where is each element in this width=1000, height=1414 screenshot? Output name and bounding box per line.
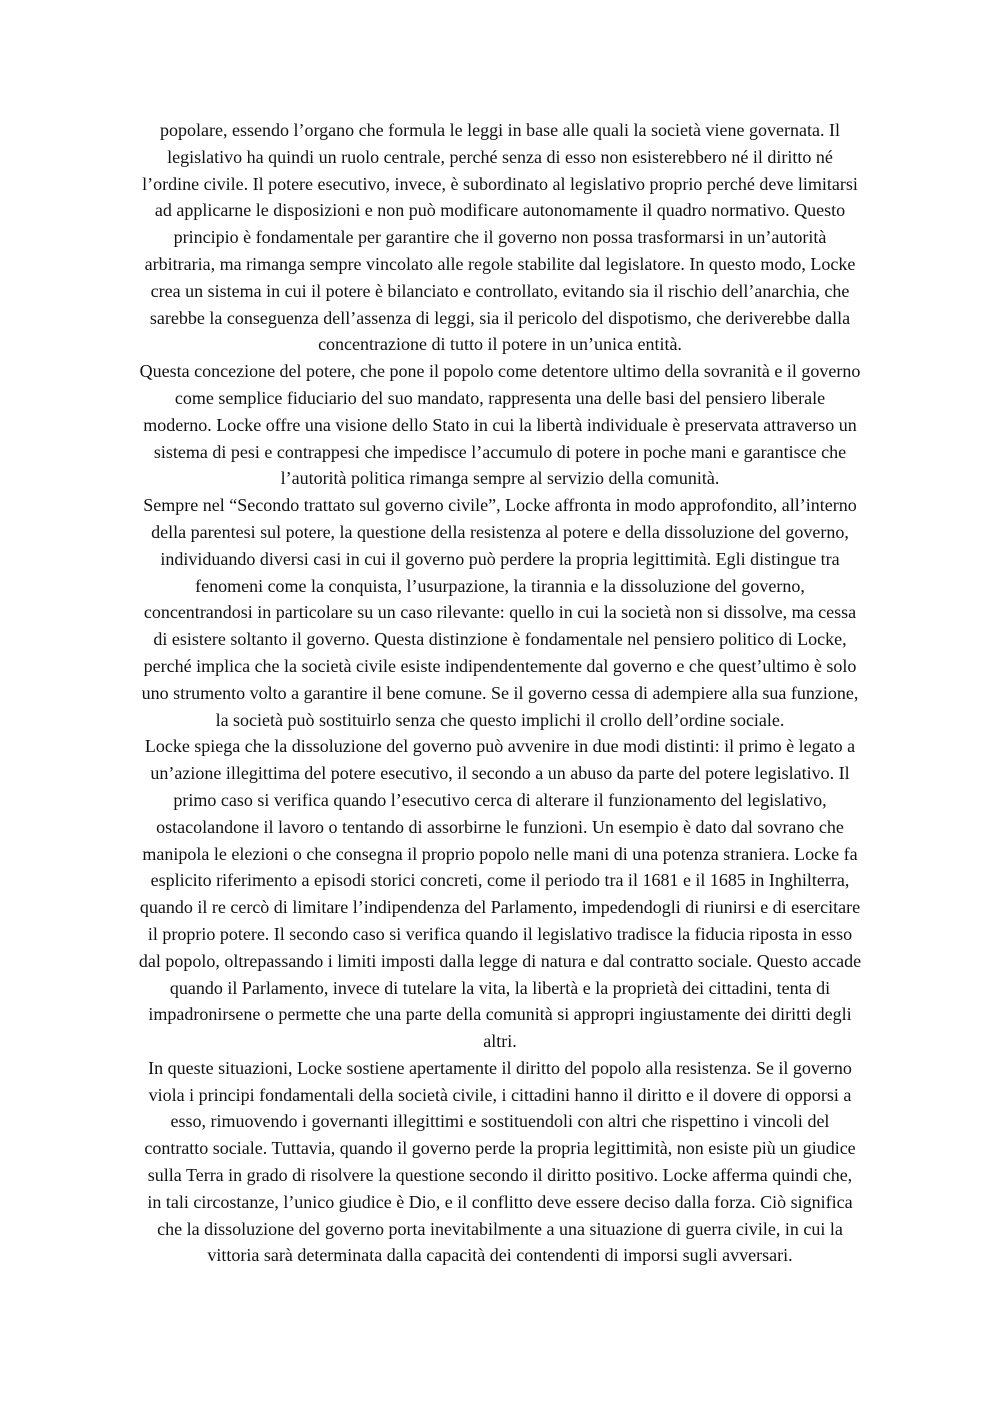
text-line: fenomeni come la conquista, l’usurpazione, la tirannia e la dissoluzione del governo, [195,575,805,596]
text-line: crea un sistema in cui il potere è bilanciato e controllato, evitando sia il rischio dell’anarchia, che [150,280,850,301]
text-line: come semplice fiduciario del suo mandato, rappresenta una delle basi del pensiero liberale [174,387,826,408]
text-line: sarebbe la conseguenza dell’assenza di leggi, sia il pericolo del dispotismo, che deriverebbe dalla [149,307,851,328]
text-line: l’autorità politica rimanga sempre al servizio della comunità. [280,468,720,489]
text-line: l’ordine civile. Il potere esecutivo, invece, è subordinato al legislativo proprio perché deve limitarsi [142,173,858,194]
document-page [80,117,920,1269]
text-line: quando il re cercò di limitare l’indipendenza del Parlamento, impedendogli di riunirsi e di esercitare [139,897,861,918]
text-line: popolare, essendo l’organo che formula le leggi in base alle quali la società viene governata. Il [160,120,840,140]
text-line: legislativo ha quindi un ruolo centrale, perché senza di esso non esisterebbero né il diritto né [167,146,833,167]
text-line: contratto sociale. Tuttavia, quando il governo perde la propria legittimità, non esiste più un giudice [144,1138,856,1159]
text-line: primo caso si verifica quando l’esecutivo cerca di alterare il funzionamento del legislativo, [173,789,827,810]
text-line: manipola le elezioni o che consegna il proprio popolo nelle mani di una potenza straniera. Locke fa [142,843,858,864]
text-line: vittoria sarà determinata dalla capacità dei contendenti di imporsi sugli avversari. [207,1245,793,1266]
text-line: principio è fondamentale per garantire che il governo non possa trasformarsi in un’autorità [173,227,827,248]
text-line: individuando diversi casi in cui il governo può perdere la propria legittimità. Egli distingue tra [160,548,840,569]
text-line: un’azione illegittima del potere esecutivo, il secondo a un abuso da parte del potere legislativo. Il [150,763,850,784]
text-line: in tali circostanze, l’unico giudice è Dio, e il conflitto deve essere deciso dalla forza. Ciò significa [147,1191,853,1212]
text-line: di esistere soltanto il governo. Questa distinzione è fondamentale nel pensiero politico di Locke, [153,629,847,650]
text-line: ad applicarne le disposizioni e non può modificare autonomamente il quadro normativo. Questo [154,200,846,221]
text-line: viola i principi fondamentali della società civile, i cittadini hanno il diritto e il dovere di opporsi a [148,1084,852,1105]
text-line: Locke spiega che la dissoluzione del governo può avvenire in due modi distinti: il primo è legato a [144,736,856,757]
text-line: della parentesi sul potere, la questione della resistenza al potere e della dissoluzione del governo, [151,521,849,542]
text-line: sistema di pesi e contrappesi che impedisce l’accumulo di potere in poche mani e garantisce che [153,441,847,462]
text-line: concentrazione di tutto il potere in un’unica entità. [318,334,682,355]
text-line: ostacolandone il lavoro o tentando di assorbirne le funzioni. Un esempio è dato dal sovrano che [156,816,844,837]
text-line: quando il Parlamento, invece di tutelare la vita, la libertà e la proprietà dei cittadini, tenta di [169,977,831,998]
text-line: uno strumento volto a garantire il bene comune. Se il governo cessa di adempiere alla sua funzione, [141,682,859,703]
text-line: il proprio potere. Il secondo caso si verifica quando il legislativo tradisce la fiducia riposta in esso [147,923,853,944]
text-line: dal popolo, oltrepassando i limiti imposti dalla legge di natura e dal contratto sociale. Questo accade [138,950,862,971]
text-line: la società può sostituirlo senza che questo implichi il crollo dell’ordine sociale. [215,709,785,730]
text-line: Questa concezione del potere, che pone il popolo come detentore ultimo della sovranità e il governo [139,361,861,382]
text-line: impadronirsene o permette che una parte della comunità si appropri ingiustamente dei diritti degli [148,1004,852,1025]
text-line: In queste situazioni, Locke sostiene apertamente il diritto del popolo alla resistenza. Se il governo [148,1057,852,1078]
text-line: altri. [483,1031,517,1052]
text-line: che la dissoluzione del governo porta inevitabilmente a una situazione di guerra civile, in cui la [157,1218,843,1239]
text-line: esplicito riferimento a episodi storici concreti, come il periodo tra il 1681 e il 1685 in Inghilterra, [150,870,850,891]
text-line: concentrandosi in particolare su un caso rilevante: quello in cui la società non si dissolve, ma cessa [143,602,857,623]
text-line: Sempre nel “Secondo trattato sul governo civile”, Locke affronta in modo approfondito, all’interno [143,495,857,516]
text-line: moderno. Locke offre una visione dello Stato in cui la libertà individuale è preservata attraverso un [143,414,857,435]
text-line: perché implica che la società civile esiste indipendentemente dal governo e che quest’ultimo è solo [143,655,857,676]
text-line: arbitraria, ma rimanga sempre vincolato alle regole stabilite dal legislatore. In questo modo, Locke [144,253,856,274]
text-line: esso, rimuovendo i governanti illegittimi e sostituendoli con altri che rispettino i vincoli del [170,1111,830,1132]
text-line: sulla Terra in grado di risolvere la questione secondo il diritto positivo. Locke afferma quindi che, [147,1165,853,1186]
